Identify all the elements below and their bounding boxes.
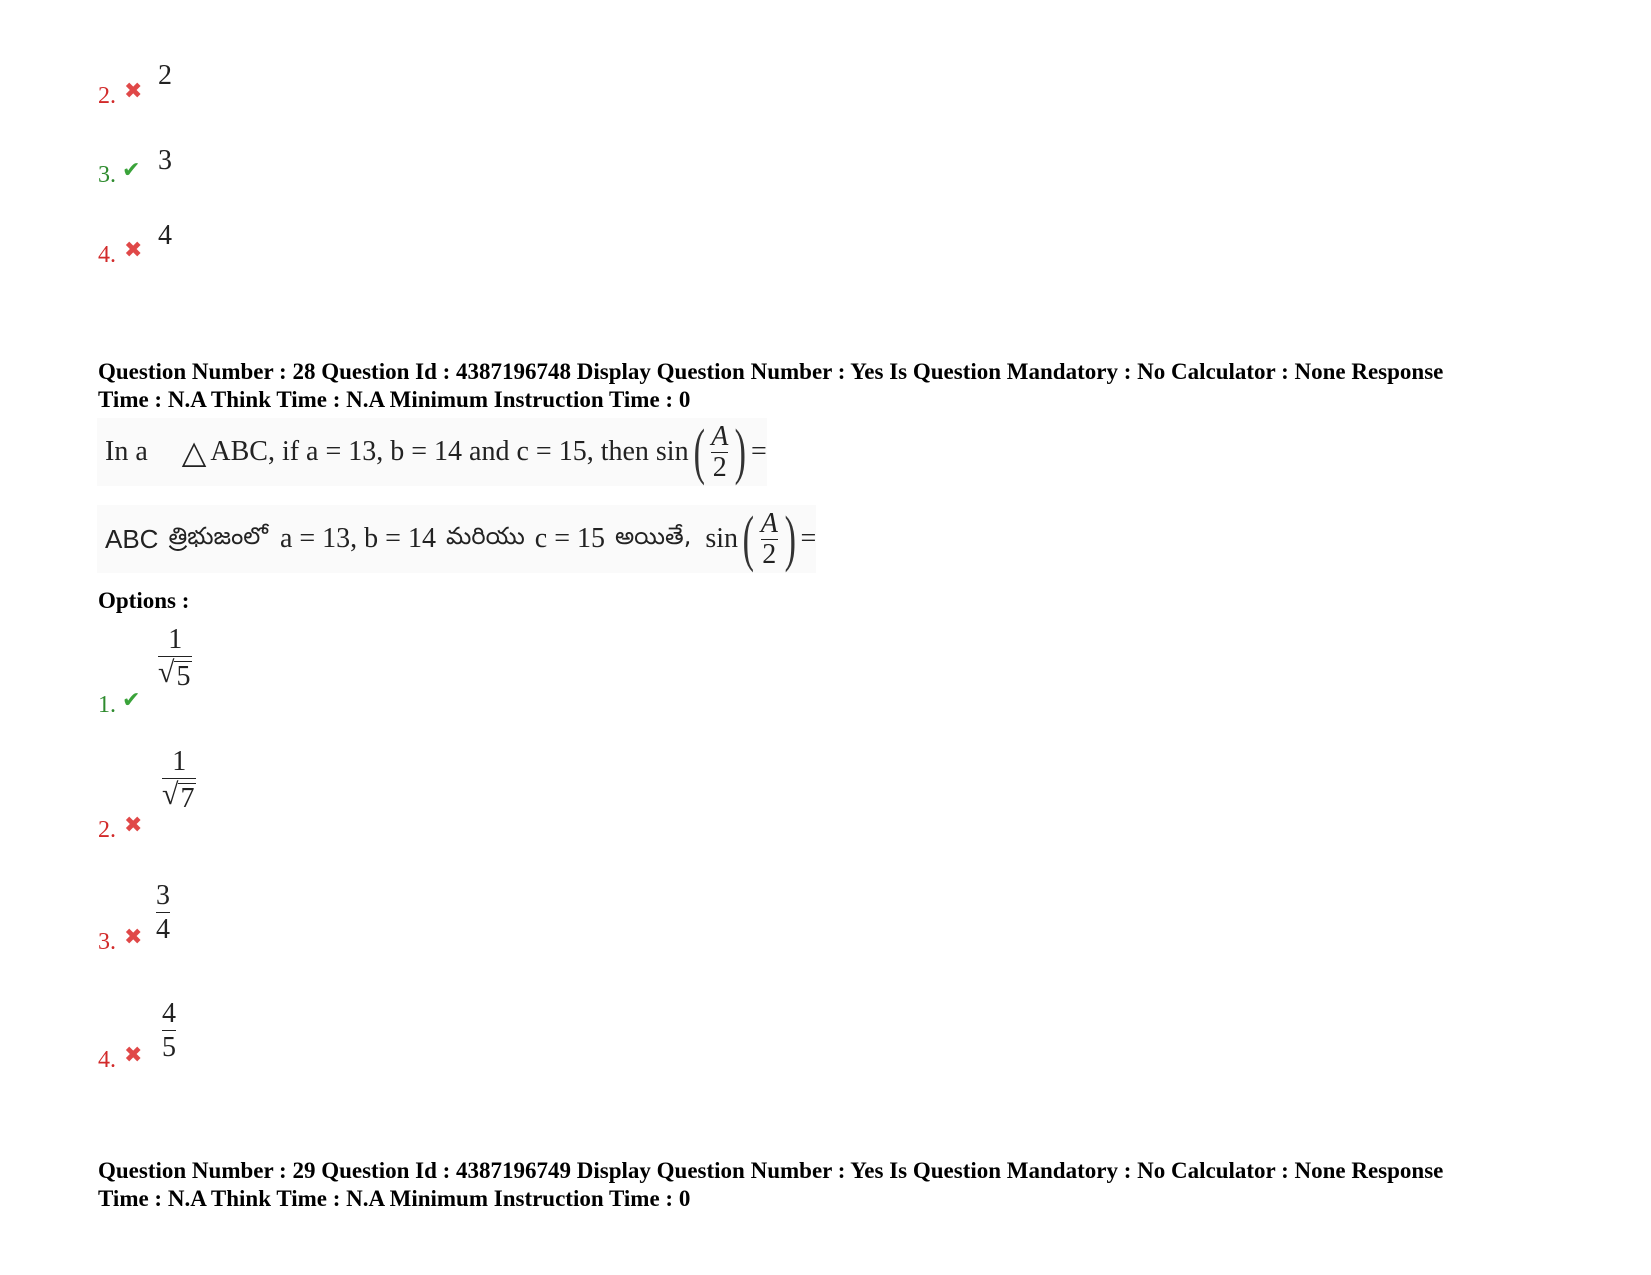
question-en-prefix: In a — [105, 436, 148, 467]
fraction-a-over-2 — [711, 422, 728, 483]
option-2-number: 2. — [98, 817, 116, 843]
option-3-number: 3. — [98, 929, 116, 955]
option-4-number: 4. — [98, 1047, 116, 1073]
cross-icon: ✖ — [124, 924, 143, 949]
fraction-denominator: 2 — [712, 451, 727, 483]
cross-icon: ✖ — [124, 1042, 143, 1067]
question-28-telugu — [97, 505, 816, 573]
option-3-numerator: 3 — [156, 880, 170, 911]
option-4-denominator: 5 — [162, 1032, 176, 1063]
question-28-meta — [98, 358, 1568, 414]
check-icon: ✔ — [122, 687, 141, 712]
question-28-english — [97, 418, 767, 486]
question-28-meta-line2: Time : N.A Think Time : N.A Minimum Instruction Time : 0 — [98, 387, 691, 412]
prev-option-2-value: 2 — [158, 60, 172, 91]
cross-icon: ✖ — [124, 812, 143, 837]
prev-option-3-value: 3 — [158, 145, 172, 176]
option-1-numerator: 1 — [168, 624, 183, 655]
sqrt-5: √ 5 — [158, 656, 191, 692]
question-te-word1: త్రిభుజంలో — [168, 522, 268, 550]
question-en-text: ABC, if a = 13, b = 14 and c = 15, then sin — [210, 436, 689, 467]
option-1-value — [158, 624, 192, 692]
check-icon: ✔ — [122, 157, 141, 182]
question-29-meta-line2: Time : N.A Think Time : N.A Minimum Instruction Time : 0 — [98, 1186, 691, 1211]
cross-icon: ✖ — [124, 78, 143, 103]
right-paren: ) — [735, 418, 747, 486]
option-2-value — [162, 746, 196, 814]
prev-option-4-value: 4 — [158, 220, 172, 251]
sqrt-7: √ 7 — [162, 778, 195, 814]
option-2-radicand: 7 — [180, 783, 195, 814]
option-2-numerator: 1 — [172, 746, 187, 777]
options-label: Options : — [98, 588, 190, 613]
question-te-text1: a = 13, b = 14 — [279, 523, 436, 554]
question-te-prefix: ABC — [105, 523, 159, 554]
question-te-word3: అయితే, — [614, 522, 692, 550]
equals-sign: = — [800, 523, 817, 554]
equals-sign: = — [751, 436, 767, 467]
right-paren: ) — [784, 505, 796, 573]
question-te-sin: sin — [705, 523, 739, 554]
option-4-value — [162, 998, 176, 1065]
triangle-icon: △ — [181, 433, 207, 471]
question-29-meta-line1: Question Number : 29 Question Id : 4387196749 Display Question Number : Yes Is Question Mandatory : No Calculator : None Response — [98, 1158, 1444, 1183]
question-28-meta-line1: Question Number : 28 Question Id : 4387196748 Display Question Number : Yes Is Question Mandatory : No Calculator : None Response — [98, 359, 1444, 384]
fraction-a-over-2 — [761, 509, 778, 570]
option-1-radicand: 5 — [176, 661, 191, 692]
fraction-numerator: A — [711, 420, 729, 452]
question-te-word2: మరియు — [445, 522, 525, 550]
option-4-numerator: 4 — [162, 998, 176, 1029]
prev-option-2-number: 2. — [98, 83, 116, 109]
question-te-text2: c = 15 — [534, 523, 605, 554]
left-paren: ( — [693, 418, 705, 486]
prev-option-3-number: 3. — [98, 162, 116, 188]
fraction-denominator: 2 — [762, 538, 777, 570]
fraction-numerator: A — [760, 507, 778, 539]
option-1-number: 1. — [98, 692, 116, 718]
left-paren: ( — [742, 505, 755, 573]
option-3-value — [156, 880, 170, 947]
option-3-denominator: 4 — [156, 914, 170, 945]
prev-option-4-number: 4. — [98, 242, 116, 268]
cross-icon: ✖ — [124, 237, 143, 262]
question-29-meta — [98, 1157, 1568, 1213]
